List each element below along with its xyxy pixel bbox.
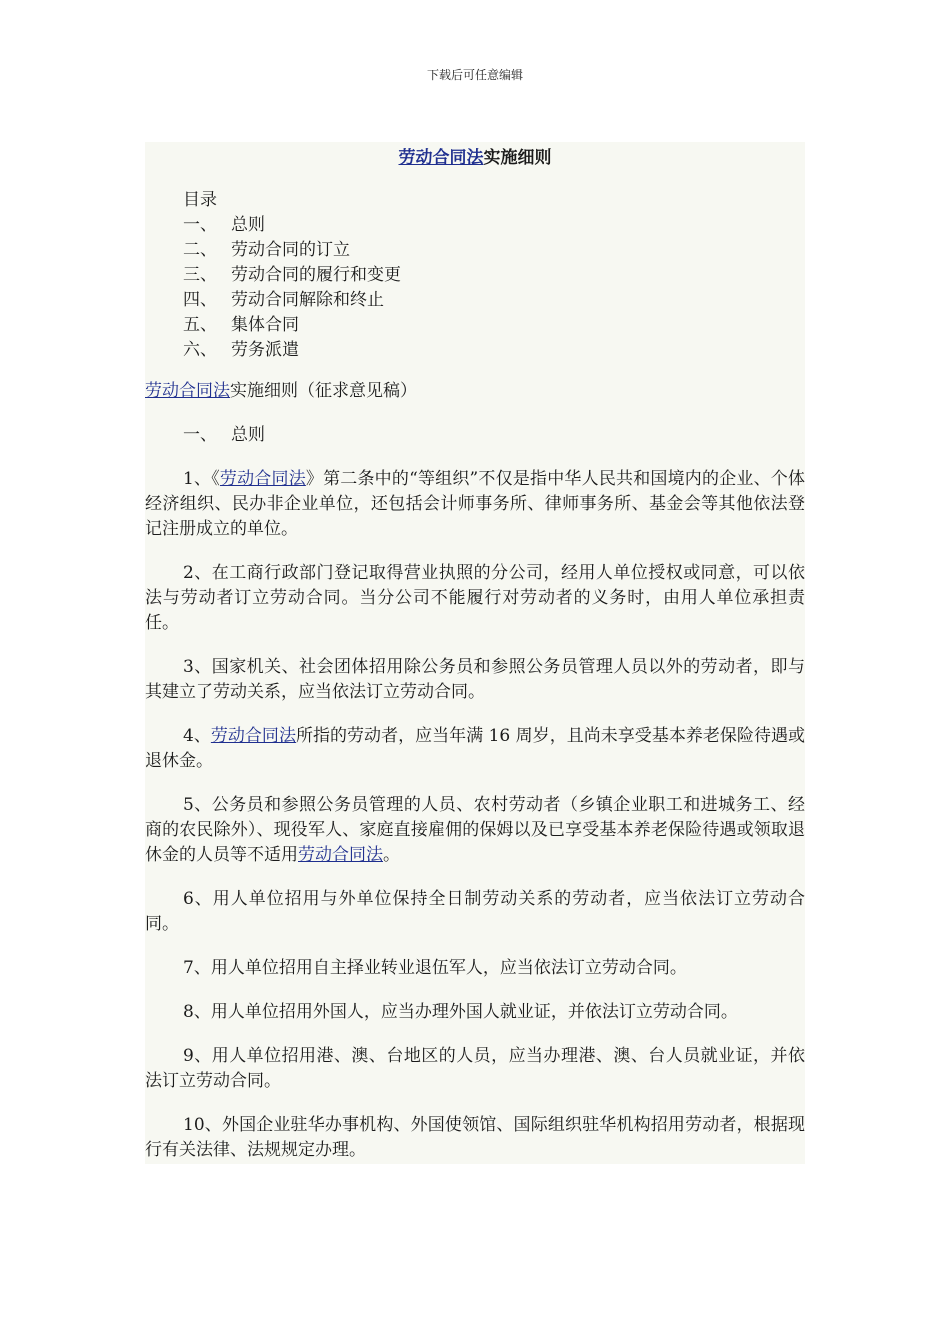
document-body bbox=[145, 142, 805, 1164]
title-law-link[interactable]: 劳动合同法 bbox=[398, 148, 484, 168]
toc-item-text: 劳动合同的履行和变更 bbox=[231, 265, 401, 285]
paragraph-6: 6、用人单位招用与外单位保持全日制劳动关系的劳动者，应当依法订立劳动合同。 bbox=[145, 889, 805, 934]
law-link[interactable]: 劳动合同法 bbox=[219, 469, 306, 489]
paragraph-text: 4、 bbox=[183, 726, 211, 746]
section-number: 一、 bbox=[183, 425, 217, 445]
toc-item-number: 四、 bbox=[183, 290, 217, 310]
title-rest: 实施细则 bbox=[483, 148, 552, 168]
section-title: 总则 bbox=[231, 425, 265, 445]
paragraph-text: 所指的劳动者，应当年满 16 周岁，且尚未享受基本养老保险待遇或退休金。 bbox=[145, 726, 805, 771]
paragraph-text: 5、公务员和参照公务员管理的人员、农村劳动者（乡镇企业职工和进城务工、经商的农民除外）、现役军人、家庭直接雇佣的保姆以及已享受基本养老保险待遇或领取退休金的人员等不适用 bbox=[145, 795, 805, 865]
paragraph-2: 2、在工商行政部门登记取得营业执照的分公司，经用人单位授权或同意，可以依法与劳动者订立劳动合同。当分公司不能履行对劳动者的义务时，由用人单位承担责任。 bbox=[145, 563, 805, 633]
toc-item bbox=[183, 238, 805, 263]
paragraph-text: 》第二条中的“等组织”不仅是指中华人民共和国境内的企业、个体经济组织、民办非企业单位，还包括会计师事务所、律师事务所、基金会等其他依法登记注册成立的单位。 bbox=[145, 469, 805, 539]
toc-item-text: 劳务派遣 bbox=[231, 340, 299, 360]
paragraph-8: 8、用人单位招用外国人，应当办理外国人就业证，并依法订立劳动合同。 bbox=[183, 1002, 738, 1022]
page-header-note: 下载后可任意编辑 bbox=[426, 68, 523, 82]
toc-item bbox=[183, 288, 805, 313]
law-link[interactable]: 劳动合同法 bbox=[298, 845, 383, 865]
paragraph-text: 。 bbox=[383, 845, 400, 865]
toc-item-text: 集体合同 bbox=[231, 315, 299, 335]
toc-label: 目录 bbox=[183, 190, 217, 210]
paragraph-3: 3、国家机关、社会团体招用除公务员和参照公务员管理人员以外的劳动者，即与其建立了劳动关系，应当依法订立劳动合同。 bbox=[145, 657, 805, 702]
toc-item-number: 二、 bbox=[183, 240, 217, 260]
paragraph-text: 1、《 bbox=[183, 469, 220, 489]
paragraph-5 bbox=[145, 793, 805, 868]
toc-item-text: 劳动合同解除和终止 bbox=[231, 290, 384, 310]
table-of-contents bbox=[183, 188, 805, 363]
paragraph-9: 9、用人单位招用港、澳、台地区的人员，应当办理港、澳、台人员就业证，并依法订立劳动合同。 bbox=[145, 1046, 805, 1091]
paragraph-10: 10、外国企业驻华办事机构、外国使领馆、国际组织驻华机构招用劳动者，根据现行有关法律、法规规定办理。 bbox=[145, 1115, 805, 1160]
document-title bbox=[145, 144, 805, 172]
section-heading bbox=[183, 423, 805, 448]
toc-item bbox=[183, 213, 805, 238]
toc-item-number: 六、 bbox=[183, 340, 217, 360]
toc-item-number: 三、 bbox=[183, 265, 217, 285]
toc-item-text: 总则 bbox=[231, 215, 265, 235]
toc-item-number: 五、 bbox=[183, 315, 217, 335]
paragraph-4 bbox=[145, 724, 805, 774]
law-link[interactable]: 劳动合同法 bbox=[210, 726, 296, 746]
document-subtitle bbox=[145, 379, 805, 404]
paragraph-7: 7、用人单位招用自主择业转业退伍军人，应当依法订立劳动合同。 bbox=[183, 958, 687, 978]
toc-item-number: 一、 bbox=[183, 215, 217, 235]
toc-item bbox=[183, 263, 805, 288]
toc-item-text: 劳动合同的订立 bbox=[231, 240, 350, 260]
paragraph-1 bbox=[145, 467, 805, 542]
subtitle-law-link[interactable]: 劳动合同法 bbox=[145, 381, 230, 401]
subtitle-rest: 实施细则（征求意见稿） bbox=[230, 381, 417, 401]
toc-item bbox=[183, 313, 805, 338]
toc-item bbox=[183, 338, 805, 363]
